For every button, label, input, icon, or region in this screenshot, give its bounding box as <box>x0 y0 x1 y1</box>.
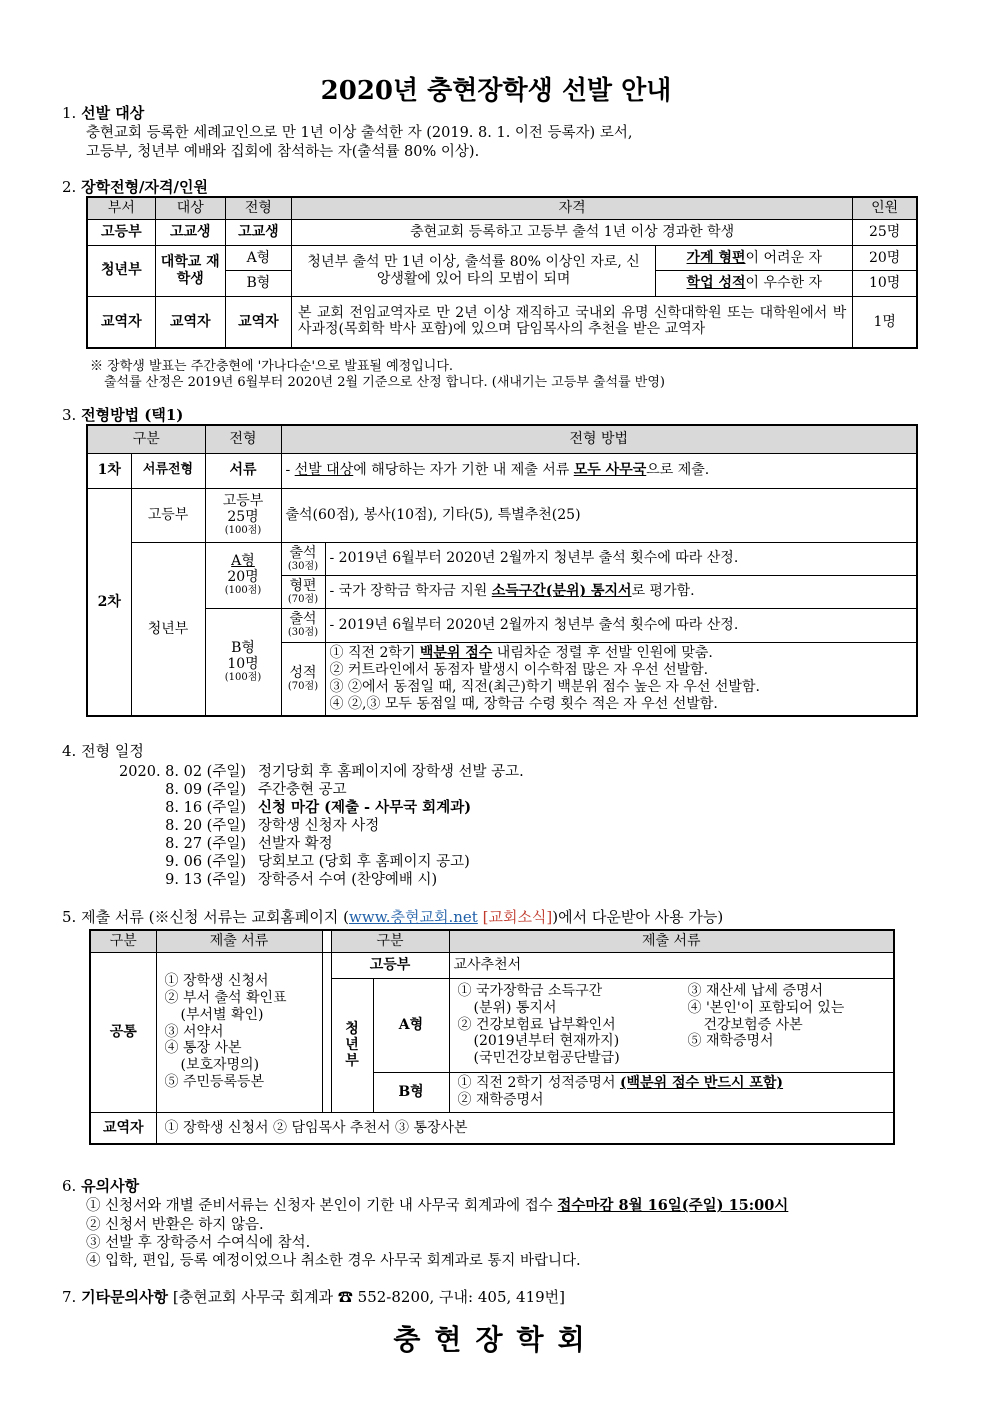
doc-item: (부서별 확인) <box>180 1006 264 1023</box>
yp-label: 청년부 <box>131 542 205 716</box>
cell-type: 고교생 <box>225 219 291 245</box>
schedule-event: 장학생 신청자 사정 <box>258 818 380 834</box>
section-4-heading: 4. 전형 일정 <box>62 742 144 760</box>
qualification-table <box>86 196 918 349</box>
cell-count-b: 10명 <box>853 271 917 297</box>
section-1-line-1: 충현교회 등록한 세례교인으로 만 1년 이상 출석한 자 (2019. 8. 1. 이전 등록자) 로서, <box>86 125 633 141</box>
section-1-line-2: 고등부, 청년부 예배와 집회에 참석하는 자(출석률 80% 이상). <box>86 144 480 160</box>
documents-table <box>89 929 895 1145</box>
yp-type-b: B형 10명 (100점) <box>205 608 281 716</box>
b-att-method: - 2019년 6월부터 2020년 2월까지 청년부 출석 횟수에 따라 산정. <box>325 608 917 642</box>
hs-label: 고등부 <box>131 488 205 542</box>
stage-1: 1차 <box>87 453 131 488</box>
schedule-event: 선발자 확정 <box>258 836 333 852</box>
cell-type: 교역자 <box>225 296 291 348</box>
section-5-heading: 5. 제출 서류 (※신청 서류는 교회홈페이지 (www.충현교회.net [교회소식])에서 다운받아 사용 가능) <box>62 908 724 926</box>
homepage-link[interactable]: www.충현교회.net <box>349 908 478 926</box>
schedule-row <box>86 760 686 778</box>
th-docs: 제출 서류 <box>449 930 894 952</box>
a-att: 출석 (30점) <box>281 542 325 575</box>
th-type: 전형 <box>225 197 291 219</box>
selection-method-table <box>86 424 918 717</box>
clergy-docs: ① 장학생 신청서 ② 담임목사 추천서 ③ 통장사본 <box>156 1112 894 1144</box>
hs-docs: 교사추천서 <box>449 952 894 978</box>
b-grade: 성적 (70점) <box>281 642 325 716</box>
cell-count-a: 20명 <box>853 245 917 271</box>
section-3-heading: 3. 전형방법 (택1) <box>62 406 184 424</box>
notice-1: ① 신청서와 개별 준비서류는 신청자 본인이 기한 내 사무국 회계과에 접수 접수마감 8월 16일(주일) 15:00시 <box>86 1197 789 1214</box>
notice-4: ④ 입학, 편입, 등록 예정이었으나 취소한 경우 사무국 회계과로 통지 바랍니다. <box>86 1253 581 1269</box>
a-docs-left <box>458 983 688 1067</box>
common-docs <box>156 952 322 1112</box>
th-qual: 자격 <box>291 197 852 219</box>
contact-info: [충현교회 사무국 회계과 ☎ 552-8200, 구내: 405, 419번] <box>172 1288 566 1306</box>
cell-qual: 본 교회 전임교역자로 만 2년 이상 재직하고 국내외 유명 신학대학원 또는 대학원에서 박사과정(목회학 박사 포함)에 있으며 담임목사의 추천을 받은 교역자 <box>291 296 852 348</box>
clergy-label: 교역자 <box>90 1112 156 1144</box>
schedule-event: 신청 마감 (제출 - 사무국 회계과) <box>258 799 472 816</box>
schedule-row <box>86 796 686 814</box>
schedule-date: 8. 20 (주일) <box>165 818 246 834</box>
schedule-date: 9. 06 (주일) <box>165 854 246 870</box>
th-count: 인원 <box>853 197 917 219</box>
cell-type-b: B형 <box>225 271 291 297</box>
cell-dept: 교역자 <box>87 296 155 348</box>
doc-item: ③ 서약서 <box>164 1023 224 1040</box>
yp-label-text: 청 년 부 <box>345 1020 359 1070</box>
note-2: 출석률 산정은 2019년 6월부터 2020년 2월 기준으로 산정 합니다. (새내기는 고등부 출석률 반영) <box>104 375 665 390</box>
schedule-row <box>86 778 686 796</box>
schedule-event: 정기당회 후 홈페이지에 장학생 선발 공고. <box>258 764 524 780</box>
section-7-heading: 7. 기타문의사항 [충현교회 사무국 회계과 ☎ 552-8200, 구내: 405, 419번] <box>62 1288 566 1306</box>
doc-item: ② 부서 출석 확인표 <box>164 990 287 1006</box>
a-att-method: - 2019년 6월부터 2020년 2월까지 청년부 출석 횟수에 따라 산정. <box>325 542 917 575</box>
doc-item: ④ 통장 사본 <box>164 1040 242 1057</box>
cell-dept: 청년부 <box>87 245 155 296</box>
schedule-event: 당회보고 (당회 후 홈페이지 공고) <box>258 854 470 870</box>
schedule-date: 8. 16 (주일) <box>165 800 246 816</box>
schedule-row <box>86 832 686 850</box>
common-label: 공통 <box>90 952 156 1112</box>
schedule-date: 8. 09 (주일) <box>165 782 246 798</box>
schedule-event: 주간충현 공고 <box>258 782 347 798</box>
doc-review: 서류전형 <box>131 453 205 488</box>
qual-b: 학업 성적 이 우수한 자 <box>686 275 823 292</box>
cell-dept: 고등부 <box>87 219 155 245</box>
doc-item: ① 장학생 신청서 <box>164 973 269 990</box>
schedule-row <box>86 850 686 868</box>
doc-item: (보호자명의) <box>180 1057 260 1074</box>
section-1-heading: 1. 선발 대상 <box>62 104 145 122</box>
doc-method: - 선발 대상에 해당하는 자가 기한 내 제출 서류 모두 사무국으로 제출. <box>281 453 917 488</box>
b-grade-method: ① 직전 2학기 백분위 점수 내림차순 정렬 후 선발 인원에 맞춤. ② 커트라인에서 동점자 발생시 이수학점 많은 자 우선 선발함. ③ ②에서 동점일 때, 직전(최근)학기 백분위 점수 높은 자 우선 선발함. ④ ②,③ 모두 동점일 때, 장학금 수령 횟수 적은 자 우선 선발함. <box>325 642 917 716</box>
doc-item: ① 국가장학금 소득구간 <box>457 983 603 999</box>
schedule-row <box>86 868 686 886</box>
b-label: B형 <box>373 1072 449 1112</box>
b-att: 출석 (30점) <box>281 608 325 642</box>
qual-common: 청년부 출석 만 1년 이상, 출석률 80% 이상인 자로, 신앙생활에 있어 타의 모범이 되며 <box>292 246 656 296</box>
page-title: 2020년 충현장학생 선발 안내 <box>320 76 672 106</box>
th-target: 대상 <box>155 197 225 219</box>
th-category: 구분 <box>331 930 449 952</box>
yp-type-a: A형 20명 (100점) <box>205 542 281 608</box>
yp-label <box>331 978 373 1112</box>
th-category: 구분 <box>87 425 205 453</box>
doc-type: 서류 <box>205 453 281 488</box>
section-2-heading: 2. 장학전형/자격/인원 <box>62 178 208 196</box>
schedule-list <box>86 760 686 886</box>
doc-item: ③ 재산세 납세 증명서 <box>687 983 824 999</box>
qual-a: 가계 형편 이 어려운 자 <box>656 246 852 272</box>
cell-target: 교역자 <box>155 296 225 348</box>
a-fin: 형편 (70점) <box>281 575 325 608</box>
schedule-event: 장학증서 수여 (찬양예배 시) <box>258 872 438 888</box>
note-1: ※ 장학생 발표는 주간충현에 '가나다순'으로 발표될 예정입니다. <box>90 359 454 374</box>
doc-item: 건강보험증 사본 <box>703 1016 803 1033</box>
notice-2: ② 신청서 반환은 하지 않음. <box>86 1217 264 1233</box>
schedule-date: 9. 13 (주일) <box>165 872 246 888</box>
b-docs: ① 직전 2학기 성적증명서 (백분위 점수 반드시 포함) ② 재학증명서 <box>449 1072 894 1112</box>
stage-2: 2차 <box>87 488 131 716</box>
cell-qual: 충현교회 등록하고 고등부 출석 1년 이상 경과한 학생 <box>291 219 852 245</box>
footer-org-name: 충현장학회 <box>393 1323 599 1356</box>
notice-3: ③ 선발 후 장학증서 수여식에 참석. <box>86 1235 311 1251</box>
cell-target: 고교생 <box>155 219 225 245</box>
th-dept: 부서 <box>87 197 155 219</box>
doc-item: ④ '본인'이 포함되어 있는 <box>687 999 845 1016</box>
section-6-heading: 6. 유의사항 <box>62 1177 140 1195</box>
th-docs: 제출 서류 <box>156 930 322 952</box>
cell-qual-youth <box>291 245 852 296</box>
hs-method: 출석(60점), 봉사(10점), 기타(5), 특별추천(25) <box>281 488 917 542</box>
a-docs <box>449 978 894 1072</box>
th-type: 전형 <box>205 425 281 453</box>
doc-item: ⑤ 재학증명서 <box>687 1033 774 1050</box>
doc-item: (분위) 통지서 <box>473 999 557 1016</box>
doc-item: (2019년부터 현재까지) <box>473 1033 620 1050</box>
a-docs-right <box>688 983 886 1067</box>
cell-type-a: A형 <box>225 245 291 271</box>
doc-item: ⑤ 주민등록등본 <box>164 1073 265 1090</box>
hs-label: 고등부 <box>331 952 449 978</box>
schedule-date: 2020. 8. 02 (주일) <box>119 764 246 780</box>
doc-item: ② 건강보험료 납부확인서 <box>457 1016 616 1033</box>
doc-item: (국민건강보험공단발급) <box>473 1050 620 1067</box>
a-label: A형 <box>373 978 449 1072</box>
cell-target: 대학교 재학생 <box>155 245 225 296</box>
th-category: 구분 <box>90 930 156 952</box>
schedule-row <box>86 814 686 832</box>
cell-count: 25명 <box>853 219 917 245</box>
hs-type: 고등부 25명 (100점) <box>205 488 281 542</box>
a-fin-method: - 국가 장학금 학자금 지원 소득구간(분위) 통지서로 평가함. <box>325 575 917 608</box>
cell-count: 1명 <box>853 296 917 348</box>
schedule-date: 8. 27 (주일) <box>165 836 246 852</box>
th-method: 전형 방법 <box>281 425 917 453</box>
